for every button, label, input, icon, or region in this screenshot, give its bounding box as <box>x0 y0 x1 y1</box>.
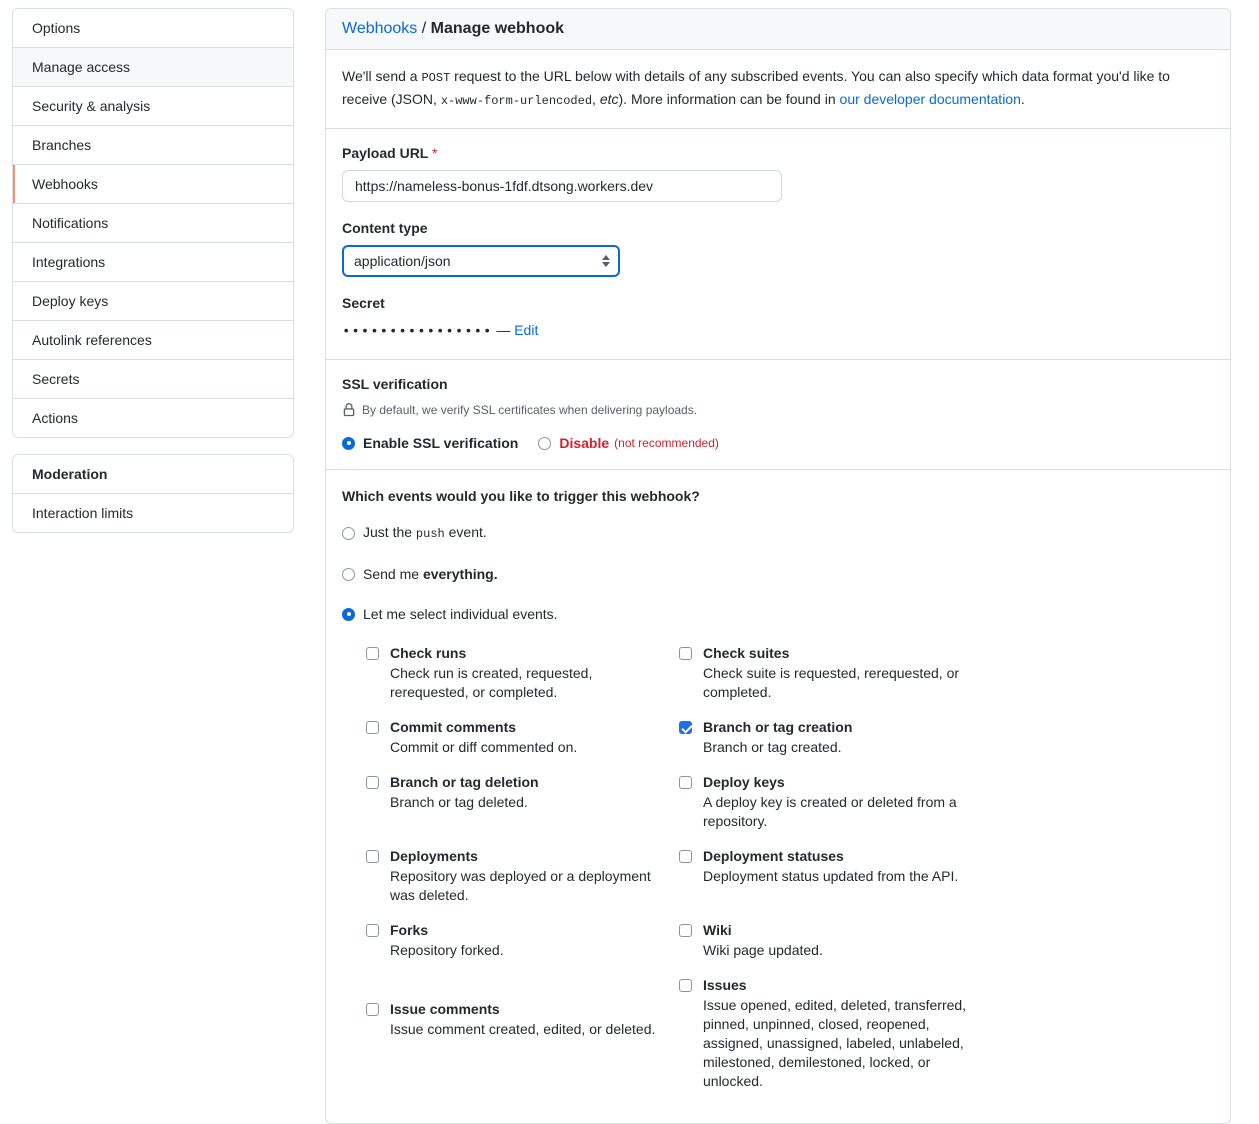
event-item-name: Wiki <box>703 922 732 938</box>
event-checkbox-deployments[interactable] <box>366 850 379 863</box>
event-item-name: Branch or tag creation <box>703 719 853 735</box>
events-question: Which events would you like to trigger this webhook? <box>342 488 700 504</box>
event-item-desc: Issue opened, edited, deleted, transferred, pinned, unpinned, closed, reopened, assigned, unassigned, labeled, unlabeled, milestoned, demilestoned, locked, or unlocked. <box>703 997 967 1089</box>
sidebar-item-label: Webhooks <box>32 176 98 192</box>
event-choice-push-radio[interactable] <box>342 527 355 540</box>
intro-part-5: . <box>1020 91 1025 107</box>
sidebar-item-actions[interactable] <box>13 399 293 437</box>
event-item-branch-or-tag-creation <box>679 718 992 757</box>
event-item-text <box>703 976 982 1091</box>
payload-url-required-marker: * <box>432 145 438 161</box>
event-item-desc: Commit or diff commented on. <box>390 739 578 755</box>
event-choice-push <box>342 522 1214 544</box>
ssl-enable-radio[interactable] <box>342 437 355 450</box>
event-item-text <box>703 847 958 886</box>
event-item-deployment-statuses <box>679 847 992 905</box>
ssl-disable-radio[interactable] <box>538 437 551 450</box>
secret-dash: — <box>496 322 511 338</box>
event-checkbox-issue-comments[interactable] <box>366 1003 379 1016</box>
ssl-disable-note: (not recommended) <box>614 436 719 450</box>
event-item-text <box>390 847 669 905</box>
event-item-desc: Branch or tag created. <box>703 739 842 755</box>
secret-value-row <box>342 320 1214 343</box>
event-item-name: Forks <box>390 922 429 938</box>
intro-part-1: We'll send a <box>342 68 422 84</box>
sidebar-item-integrations[interactable] <box>13 243 293 282</box>
event-item-desc: Branch or tag deleted. <box>390 794 528 810</box>
intro-part-2: request to the URL below with details of any subscribed events. You can also specify which data format you'd like to receive (JSON, <box>342 68 1170 107</box>
webhook-config-section <box>326 129 1230 360</box>
event-item-text <box>703 644 982 702</box>
sidebar-item-autolink-references[interactable] <box>13 321 293 360</box>
ssl-note <box>342 401 1214 419</box>
settings-sidebar <box>12 8 294 533</box>
sidebar-item-webhooks[interactable] <box>13 165 293 204</box>
ssl-note-text: By default, we verify SSL certificates when delivering payloads. <box>362 403 698 417</box>
sidebar-item-label: Interaction limits <box>32 505 134 521</box>
event-item-text <box>703 718 852 757</box>
intro-code-post: POST <box>421 71 451 85</box>
event-item-text <box>390 921 504 960</box>
sidebar-item-security-analysis[interactable] <box>13 87 293 126</box>
event-item-desc: Wiki page updated. <box>703 942 823 958</box>
event-item-text <box>390 1000 655 1039</box>
event-item-name: Issues <box>703 977 747 993</box>
event-item-commit-comments <box>366 718 679 757</box>
event-item-name: Deploy keys <box>703 774 785 790</box>
event-item-check-runs <box>366 644 679 702</box>
event-checkbox-issues[interactable] <box>679 979 692 992</box>
sidebar-item-label: Integrations <box>32 254 106 270</box>
sidebar-item-label: Actions <box>32 410 78 426</box>
intro-text <box>342 66 1214 112</box>
event-item-name: Deployment statuses <box>703 848 844 864</box>
event-choice-everything-bold: everything. <box>422 566 498 582</box>
ssl-enable-label: Enable SSL verification <box>363 435 519 451</box>
ssl-verification-section <box>326 360 1230 470</box>
event-item-name: Deployments <box>390 848 478 864</box>
payload-url-label <box>342 145 1214 162</box>
sidebar-item-interaction-limits[interactable] <box>13 494 293 532</box>
event-item-name: Branch or tag deletion <box>390 774 539 790</box>
event-item-text <box>390 718 577 757</box>
sidebar-item-label: Deploy keys <box>32 293 109 309</box>
content-type-select-wrapper <box>342 245 620 277</box>
sidebar-moderation-heading: Moderation <box>13 455 293 494</box>
event-item-name: Commit comments <box>390 719 517 735</box>
event-item-issues <box>679 976 992 1091</box>
event-item-deploy-keys <box>679 773 992 831</box>
event-item-desc: Check run is created, requested, rerequested, or completed. <box>390 665 593 700</box>
sidebar-item-label: Branches <box>32 137 92 153</box>
event-checkbox-check-runs[interactable] <box>366 647 379 660</box>
intro-code-urlencoded: x-www-form-urlencoded <box>440 94 593 108</box>
intro-part-4: ). More information can be found in <box>618 91 840 107</box>
event-item-text <box>390 773 539 812</box>
sidebar-item-label: Notifications <box>32 215 109 231</box>
event-choice-push-code: push <box>415 527 445 541</box>
secret-masked-value: •••••••••••••••• <box>342 324 493 340</box>
event-item-text <box>390 644 669 702</box>
breadcrumb <box>326 9 1230 50</box>
event-checkbox-deployment-statuses[interactable] <box>679 850 692 863</box>
sidebar-item-options[interactable] <box>13 9 293 48</box>
ssl-disable-label: Disable <box>559 435 610 451</box>
event-checkbox-forks[interactable] <box>366 924 379 937</box>
event-checkbox-commit-comments[interactable] <box>366 721 379 734</box>
event-choice-everything-pre: Send me <box>363 566 423 582</box>
event-item-text <box>703 773 982 831</box>
event-choice-everything-radio[interactable] <box>342 568 355 581</box>
event-item-forks <box>366 921 679 960</box>
event-item-check-suites <box>679 644 992 702</box>
event-item-branch-or-tag-deletion <box>366 773 679 831</box>
intro-part-3: , <box>592 91 600 107</box>
event-item-deployments <box>366 847 679 905</box>
breadcrumb-webhooks-link[interactable]: Webhooks <box>342 20 418 37</box>
event-choice-everything-label <box>363 564 498 584</box>
sidebar-item-label: Secrets <box>32 371 80 387</box>
sidebar-item-deploy-keys[interactable] <box>13 282 293 321</box>
event-item-name: Issue comments <box>390 1001 500 1017</box>
secret-edit-link[interactable]: Edit <box>514 322 539 338</box>
developer-documentation-link[interactable]: our developer documentation <box>839 91 1021 107</box>
intro-section <box>326 50 1230 129</box>
event-item-issue-comments <box>366 1000 679 1091</box>
event-item-desc: Check suite is requested, rerequested, or completed. <box>703 665 960 700</box>
event-choice-individual <box>342 604 1214 624</box>
event-item-desc: Repository forked. <box>390 942 504 958</box>
sidebar-nav-card <box>12 8 294 438</box>
event-item-desc: Deployment status updated from the API. <box>703 868 959 884</box>
ssl-verification-label: SSL verification <box>342 376 448 392</box>
webhook-settings-panel <box>325 8 1231 1124</box>
event-choice-individual-label: Let me select individual events. <box>363 606 558 622</box>
event-item-name: Check suites <box>703 645 790 661</box>
event-choice-everything <box>342 564 1214 584</box>
sidebar-item-label: Manage access <box>32 59 131 75</box>
event-item-desc: A deploy key is created or deleted from a repository. <box>703 794 957 829</box>
sidebar-item-secrets[interactable] <box>13 360 293 399</box>
events-section <box>326 470 1230 1123</box>
sidebar-item-notifications[interactable] <box>13 204 293 243</box>
individual-events-grid <box>342 644 1214 1107</box>
sidebar-moderation-card <box>12 454 294 533</box>
sidebar-item-manage-access[interactable] <box>13 48 293 87</box>
payload-url-input[interactable] <box>342 170 782 202</box>
event-choice-push-label <box>363 522 487 544</box>
event-choice-push-pre: Just the <box>363 524 416 540</box>
event-checkbox-wiki[interactable] <box>679 924 692 937</box>
lock-icon <box>342 403 356 417</box>
sidebar-item-label: Options <box>32 20 81 36</box>
event-checkbox-check-suites[interactable] <box>679 647 692 660</box>
payload-url-label-text: Payload URL <box>342 145 429 161</box>
sidebar-item-label: Autolink references <box>32 332 152 348</box>
event-item-desc: Issue comment created, edited, or deleted. <box>390 1021 656 1037</box>
ssl-radio-group <box>342 433 1214 453</box>
content-type-label: Content type <box>342 220 428 236</box>
event-checkbox-branch-or-tag-creation[interactable] <box>679 721 692 734</box>
event-item-desc: Repository was deployed or a deployment was deleted. <box>390 868 651 903</box>
event-item-text <box>703 921 823 960</box>
event-checkbox-deploy-keys[interactable] <box>679 776 692 789</box>
event-item-name: Check runs <box>390 645 467 661</box>
sidebar-item-branches[interactable] <box>13 126 293 165</box>
breadcrumb-separator: / <box>421 20 427 37</box>
event-checkbox-branch-or-tag-deletion[interactable] <box>366 776 379 789</box>
sidebar-item-label: Security & analysis <box>32 98 151 114</box>
event-choice-individual-radio[interactable] <box>342 608 355 621</box>
event-choice-push-post: event. <box>444 524 487 540</box>
intro-italic-etc: etc <box>599 91 619 107</box>
event-item-wiki <box>679 921 992 960</box>
breadcrumb-current: Manage webhook <box>430 20 565 37</box>
content-type-select[interactable]: application/json <box>342 245 620 277</box>
secret-label: Secret <box>342 295 385 311</box>
